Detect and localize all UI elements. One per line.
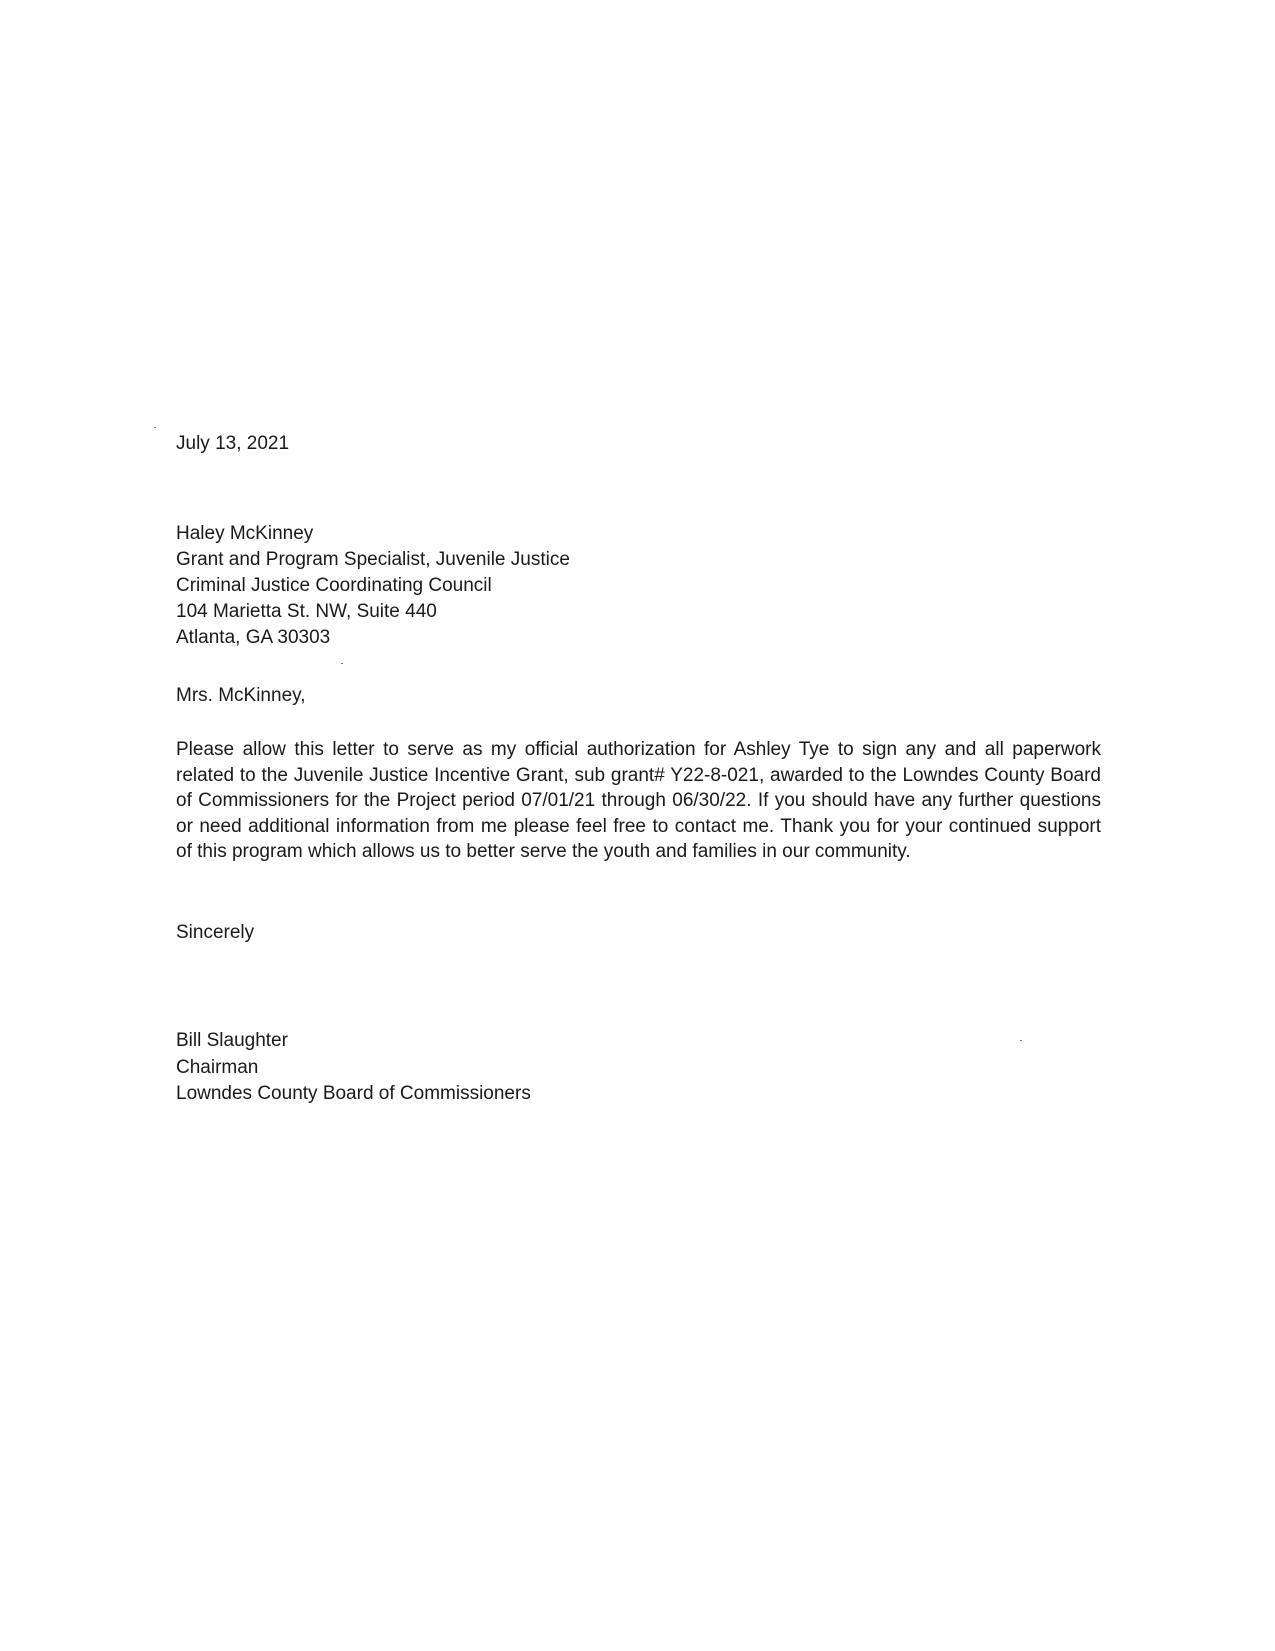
- scan-speck: [341, 663, 343, 664]
- signature-block: [176, 1028, 531, 1108]
- recipient-city-state-zip: Atlanta, GA 30303: [176, 627, 331, 648]
- scan-speck: [1020, 1040, 1022, 1041]
- letter-body: Please allow this letter to serve as my official authorization for Ashley Tye to sign any and all paperwork related to the Juvenile Justice Incentive Grant, sub grant# Y22-8-021, awarded to the Lowndes County Board of Commissioners for the Project period 07/01/21 through 06/30/22. If you should have any further questions or need additional information from me please feel free to contact me. Thank you for your continued support of this program which allows us to better serve the youth and families in our community.: [176, 739, 1101, 862]
- recipient-title: Grant and Program Specialist, Juvenile Justice: [176, 549, 570, 570]
- recipient-street: 104 Marietta St. NW, Suite 440: [176, 601, 437, 622]
- signer-name: Bill Slaughter: [176, 1030, 288, 1051]
- recipient-organization: Criminal Justice Coordinating Council: [176, 575, 492, 596]
- signer-title: Chairman: [176, 1056, 259, 1078]
- salutation: Mrs. McKinney,: [176, 685, 306, 706]
- recipient-name: Haley McKinney: [176, 523, 314, 544]
- scan-speck: [154, 427, 156, 428]
- closing: Sincerely: [176, 922, 255, 943]
- signer-organization: Lowndes County Board of Commissioners: [176, 1083, 531, 1104]
- letter-date: July 13, 2021: [176, 433, 290, 454]
- recipient-address: [176, 521, 570, 651]
